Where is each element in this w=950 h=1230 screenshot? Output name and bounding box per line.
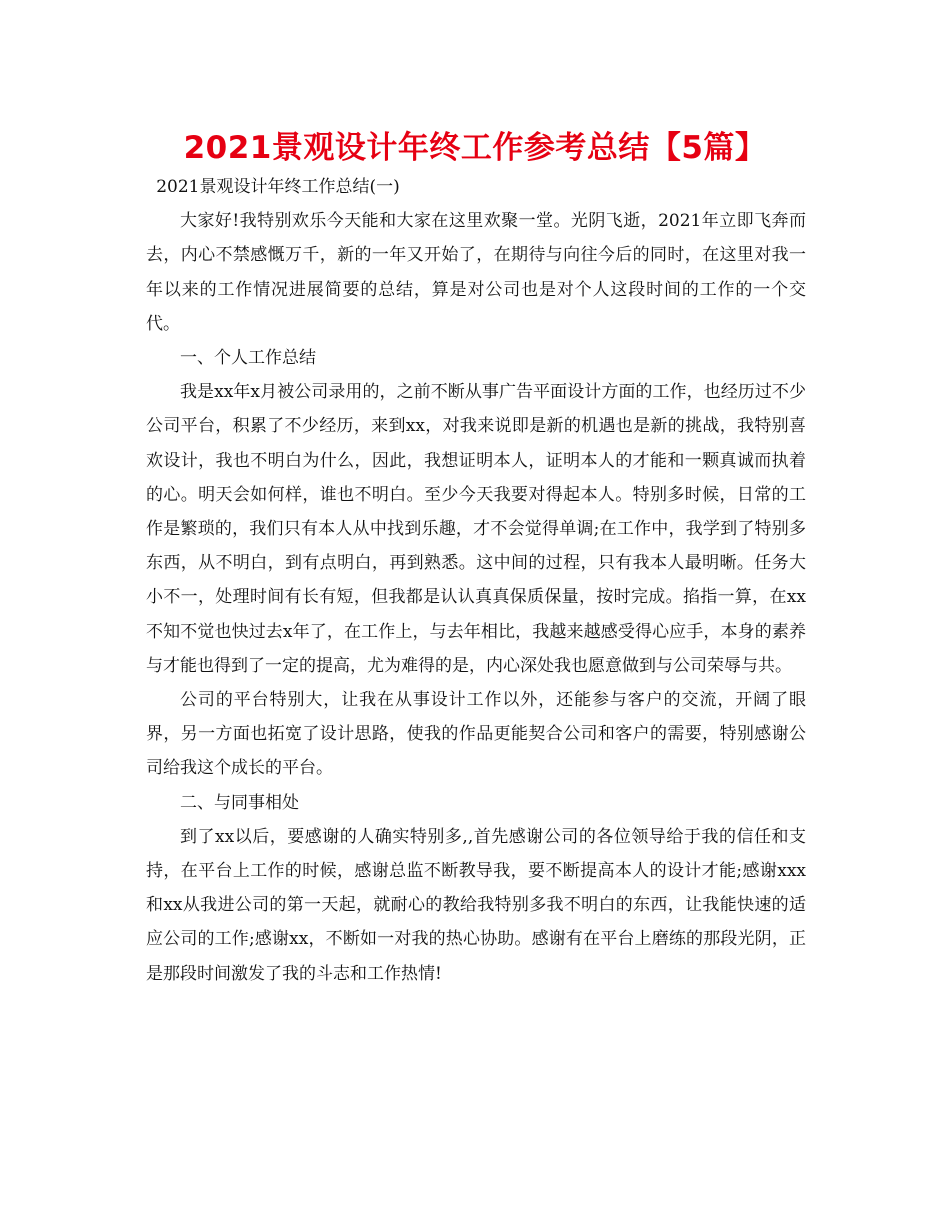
section-heading-colleagues: 二、与同事相处	[180, 792, 299, 813]
paragraph-intro: 大家好!我特别欢乐今天能和大家在这里欢聚一堂。光阴飞逝，2021年立即飞奔而去，内心不禁感慨万千，新的一年又开始了，在期待与向往今后的同时，在这里对我一年以来的工作情况进展简要的总结，算是对公司也是对个人这段时间的工作的一个交代。	[146, 211, 806, 334]
paragraph-colleagues: 到了xx以后，要感谢的人确实特别多,,首先感谢公司的各位领导给于我的信任和支持，在平台上工作的时候，感谢总监不断教导我，要不断提高本人的设计才能;感谢xxx和xx从我进公司的第一天起，就耐心的教给我特别多我不明白的东西，让我能快速的适应公司的工作;感谢xx，不断如一对我的热心协助。感谢有在平台上磨练的那段光阴，正是那段时间激发了我的斗志和工作热情!	[146, 826, 806, 984]
document-body	[146, 170, 806, 991]
document-subtitle: 2021景观设计年终工作总结(一)	[156, 177, 400, 197]
section-heading-personal-summary: 一、个人工作总结	[180, 348, 316, 369]
document-title: 2021景观设计年终工作参考总结【5篇】	[183, 130, 767, 166]
paragraph-company-platform: 公司的平台特别大，让我在从事设计工作以外，还能参与客户的交流，开阔了眼界，另一方面也拓宽了设计思路，使我的作品更能契合公司和客户的需要，特别感谢公司给我这个成长的平台。	[146, 690, 806, 779]
paragraph-personal-summary: 我是xx年x月被公司录用的，之前不断从事广告平面设计方面的工作，也经历过不少公司平台，积累了不少经历，来到xx，对我来说即是新的机遇也是新的挑战，我特别喜欢设计，我也不明白为什么，因此，我想证明本人，证明本人的才能和一颗真诚而执着的心。明天会如何样，谁也不明白。至少今天我要对得起本人。特别多时候，日常的工作是繁琐的，我们只有本人从中找到乐趣，才不会觉得单调;在工作中，我学到了特别多东西，从不明白，到有点明白，再到熟悉。这中间的过程，只有我本人最明晰。任务大小不一，处理时间有长有短，但我都是认认真真保质保量，按时完成。掐指一算，在xx不知不觉也快过去x年了，在工作上，与去年相比，我越来越感受得心应手，本身的素养与才能也得到了一定的提高，尤为难得的是，内心深处我也愿意做到与公司荣辱与共。	[146, 382, 806, 676]
